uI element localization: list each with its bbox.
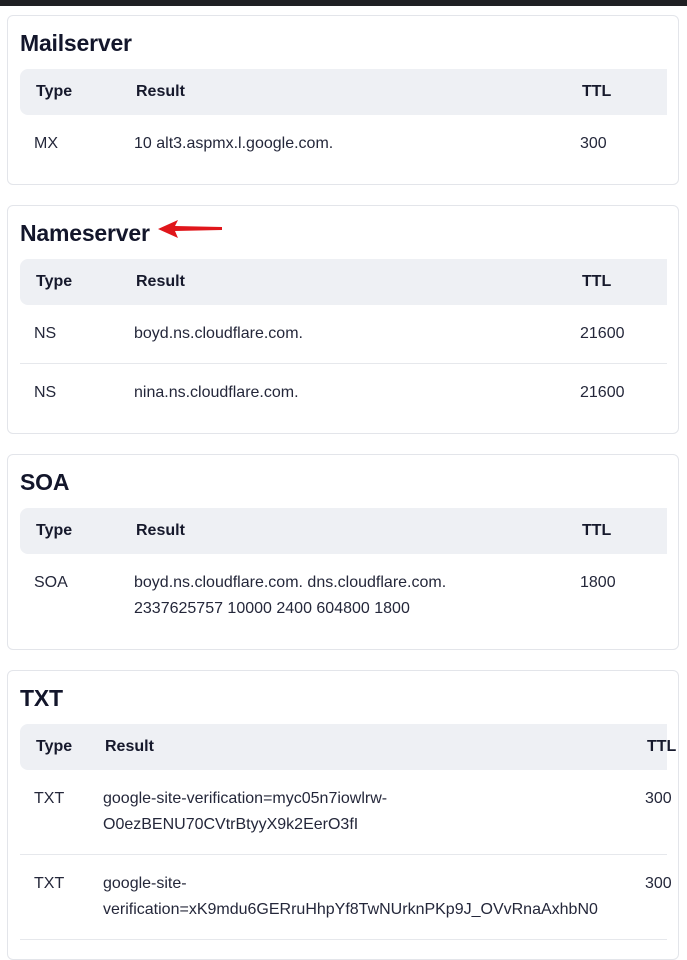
cell-type: SOA: [34, 574, 68, 591]
header-result: Result: [136, 522, 185, 539]
cell-type: TXT: [34, 790, 65, 807]
table-row: [20, 364, 667, 424]
cell-ttl: 300: [645, 790, 672, 807]
cell-result-line1: google-site-verification=myc05n7iowlrw-: [103, 790, 388, 807]
header-ttl: TTL: [647, 738, 677, 755]
header-type: Type: [36, 273, 73, 290]
cell-type: TXT: [34, 875, 65, 892]
header-ttl: TTL: [582, 83, 612, 100]
cell-ttl: 21600: [580, 384, 625, 401]
cell-ttl: 1800: [580, 574, 616, 591]
table-row: [20, 554, 667, 644]
cell-result-line2: O0ezBENU70CVtrBtyyX9k2EerO3fI: [103, 816, 359, 833]
header-result: Result: [105, 738, 154, 755]
red-arrow-icon: [158, 219, 224, 239]
table-header: [20, 259, 667, 305]
table-row: [20, 115, 667, 177]
header-ttl: TTL: [582, 273, 612, 290]
soa-card: [7, 454, 679, 650]
nameserver-title: Nameserver: [20, 220, 150, 246]
cell-result-line1: google-site-: [103, 875, 187, 892]
table-row: [20, 305, 667, 364]
txt-card: [7, 670, 679, 960]
cell-result: 10 alt3.aspmx.l.google.com.: [134, 135, 334, 152]
cell-result: nina.ns.cloudflare.com.: [134, 384, 299, 401]
header-type: Type: [36, 738, 73, 755]
table-header: [20, 724, 677, 770]
txt-title: TXT: [20, 685, 63, 711]
header-type: Type: [36, 83, 73, 100]
table-row: [20, 855, 672, 940]
top-bar: [0, 0, 687, 6]
cell-ttl: 300: [580, 135, 607, 152]
header-type: Type: [36, 522, 73, 539]
cell-type: NS: [34, 384, 57, 401]
table-row: [20, 770, 672, 855]
cell-ttl: 21600: [580, 325, 625, 342]
header-result: Result: [136, 273, 185, 290]
soa-table: [20, 508, 667, 644]
cell-result-line1: boyd.ns.cloudflare.com. dns.cloudflare.com.: [134, 574, 447, 591]
table-header: [20, 69, 667, 115]
cell-ttl: 300: [645, 875, 672, 892]
header-result: Result: [136, 83, 185, 100]
soa-title: SOA: [20, 469, 70, 495]
cell-type: NS: [34, 325, 57, 342]
header-ttl: TTL: [582, 522, 612, 539]
cell-type: MX: [34, 135, 58, 152]
mailserver-title: Mailserver: [20, 30, 132, 56]
nameserver-card: [7, 205, 679, 434]
table-header: [20, 508, 667, 554]
cell-result: boyd.ns.cloudflare.com.: [134, 325, 303, 342]
cell-result-line2: 2337625757 10000 2400 604800 1800: [134, 600, 410, 617]
mailserver-table: [20, 69, 667, 177]
nameserver-table: [20, 259, 667, 424]
mailserver-card: [7, 15, 679, 185]
cell-result-line2: verification=xK9mdu6GERruHhpYf8TwNUrknPKp9J_OVvRnaAxhbN0: [103, 901, 598, 918]
txt-table: [20, 724, 677, 940]
